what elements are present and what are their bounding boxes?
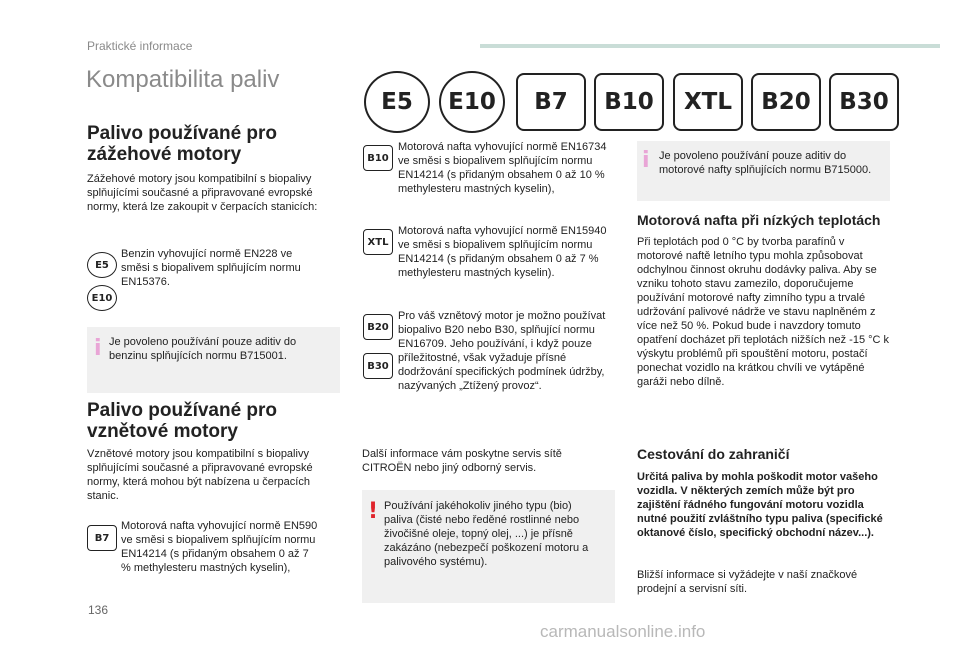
diesel-intro: Vznětové motory jsou kompatibilní s biopalivy splňujícími současné a připravované evropské normy, která mohou být nabízena u čerpacích stanic.	[87, 448, 313, 502]
fuel-badge-b7: B7	[516, 73, 586, 131]
fuel-badge-b10: B10	[594, 73, 664, 131]
warning-text: Používání jakéhokoliv jiného typu (bio) paliva (čisté nebo ředěné rostlinné nebo živočišné oleje, topný olej, ...) je přísně zakázáno (nebezpečí poškození motoru a palivového systému).	[384, 500, 589, 568]
b20-badge: B20	[363, 314, 393, 340]
travel-heading: Cestování do zahraničí	[637, 446, 790, 462]
b10-text: Motorová nafta vyhovující normě EN16734 ve směsi s biopalivem splňujícím normu EN14214 (s přidaným obsahem 0 až 10 % methylesteru mastných kyselin),	[398, 141, 607, 195]
fuel-badge-b30: B30	[829, 73, 899, 131]
petrol-intro: Zážehové motory jsou kompatibilní s biopalivy splňujícími současné a připravované evropské normy, která lze zakoupit v čerpacích stanicích:	[87, 173, 318, 213]
petrol-spec-text: Benzin vyhovující normě EN228 ve směsi s biopalivem splňujícím normu EN15376.	[121, 248, 301, 288]
fuel-badge-b20: B20	[751, 73, 821, 131]
warning-icon: !	[368, 499, 379, 524]
cold-text: Při teplotách pod 0 °C by tvorba parafínů v motorové naftě letního typu mohla způsobovat odchylnou činnost okruhu dodávky paliva. Aby se vzniku tohoto stavu zamezilo, doporučujeme používání motorové nafty zimního typu a trvalé udržování palivové nádrže ve stavu naplněném z více než 50 %. Pokud bude i navzdory tomuto opatření docházet při teplotách nižších než -15 °C k výskytu problémů při spouštění motoru, postačí ponechat vozidlo na krátkou chvíli ve vytápěné garáži nebo dílně.	[637, 236, 890, 388]
fuel-badge-xtl: XTL	[673, 73, 743, 131]
xtl-badge: XTL	[363, 229, 393, 255]
section-label: Praktické informace	[87, 39, 193, 53]
petrol-badge-e10: E10	[87, 285, 117, 311]
petrol-heading: Palivo používané pro zážehové motory	[87, 123, 278, 165]
diesel-info-box	[637, 141, 890, 201]
diesel-heading: Palivo používané pro vznětové motory	[87, 400, 278, 442]
page-number: 136	[88, 603, 109, 617]
info-icon: i	[642, 148, 650, 173]
petrol-info-text: Je povoleno používání pouze aditiv do benzinu splňujících normu B715001.	[109, 336, 297, 362]
travel-text: Bližší informace si vyžádejte v naší značkové prodejní a servisní síti.	[637, 569, 858, 595]
warning-box	[362, 490, 615, 603]
travel-bold-text: Určitá paliva by mohla poškodit motor vašeho vozidla. V některých zemích může být pro zajištění řádného fungování motoru vozidla nutné použití zvláštního typu paliva (specifické oktanové číslo, specifický obchodní název...).	[637, 471, 883, 539]
page-title: Kompatibilita paliv	[86, 66, 280, 93]
diesel-spec-text: Motorová nafta vyhovující normě EN590 ve směsi s biopalivem splňujícím normu EN14214 (s přidaným obsahem 0 až 7 % methylesteru mastných kyselin),	[121, 520, 318, 574]
petrol-badge-e5: E5	[87, 252, 117, 278]
diesel-info-text: Je povoleno používání pouze aditiv do motorové nafty splňujících normu B715000.	[659, 150, 872, 176]
watermark: carmanualsonline.info	[540, 622, 706, 641]
fuel-badge-e5: E5	[364, 71, 430, 133]
petrol-info-box	[87, 327, 340, 393]
diesel-badge-b7: B7	[87, 525, 117, 551]
fuel-badge-e10: E10	[439, 71, 505, 133]
b10-badge: B10	[363, 145, 393, 171]
b30-badge: B30	[363, 353, 393, 379]
service-text: Další informace vám poskytne servis sítě CITROËN nebo jiný odborný servis.	[362, 448, 562, 474]
xtl-text: Motorová nafta vyhovující normě EN15940 ve směsi s biopalivem splňujícím normu EN14214 (s přidaným obsahem 0 až 7 % methylesteru mastných kyselin).	[398, 225, 607, 279]
b20-b30-text: Pro váš vznětový motor je možno používat biopalivo B20 nebo B30, splňující normu EN16709. Jeho používání, i když pouze příležitostné, však vyžaduje přísné dodržování specifických podmínek údržby, nazývaných „Ztížený provoz“.	[398, 310, 606, 392]
info-icon: i	[94, 336, 102, 361]
header-accent-line	[480, 44, 940, 48]
cold-heading: Motorová nafta při nízkých teplotách	[637, 212, 881, 228]
